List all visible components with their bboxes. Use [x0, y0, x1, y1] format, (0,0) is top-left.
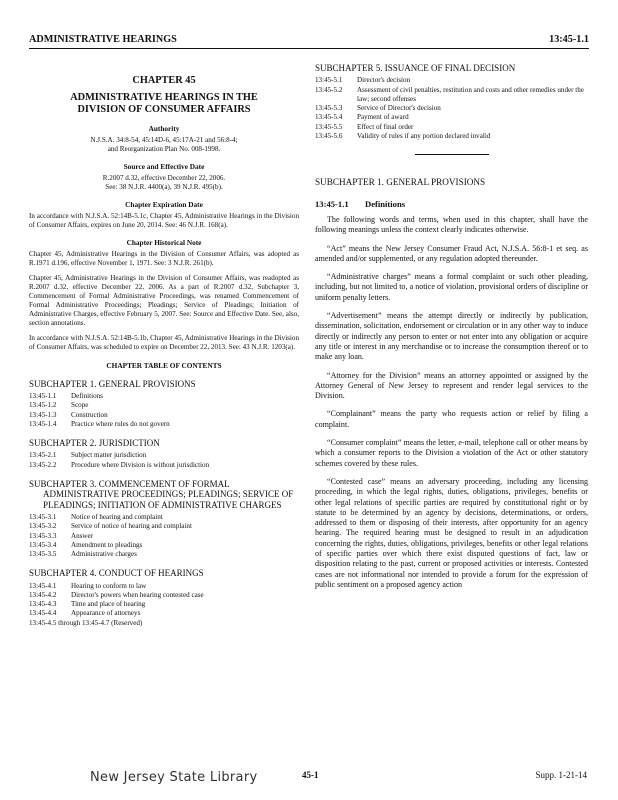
chapter-title-line-1: ADMINISTRATIVE HEARINGS IN THE: [70, 92, 258, 103]
toc-item: 13:45-2.2 Procedure where Division is without jurisdiction: [29, 460, 210, 469]
source-line-2: See: 38 N.J.R. 4400(a), 39 N.J.R. 495(b).: [105, 182, 223, 191]
toc-item: 13:45-5.6 Validity of rules if any portion declared invalid: [315, 131, 491, 140]
right-column: [315, 63, 588, 598]
subchapter-4-title: SUBCHAPTER 4. CONDUCT OF HEARINGS: [29, 568, 204, 579]
body-paragraph: “Attorney for the Division” means an attorney appointed or assigned by the Attorney General of New Jersey to represent and render legal services to the Division.: [315, 370, 588, 401]
authority-heading: Authority: [148, 124, 180, 134]
history-paragraph-3: In accordance with N.J.S.A. 52:14B-5.1b, Chapter 45, Administrative Hearings in the Division of Consumer Affairs, was scheduled to expire on December 22, 2013. See: 43 N.J.R. 1203(a).: [29, 333, 299, 351]
section-title: Definitions: [365, 198, 406, 209]
history-heading: Chapter Historical Note: [126, 237, 202, 247]
body-paragraph: The following words and terms, when used in this chapter, shall have the following meanings unless the context clearly indicates otherwise.: [315, 214, 588, 235]
toc-item: 13:45-5.4 Payment of award: [315, 113, 409, 122]
history-paragraph-1: Chapter 45, Administrative Hearings in the Division of Consumer Affairs, was adopted as R.1971 d.196, effective November 1, 1971. See: 3 N.J.R. 261(b).: [29, 249, 299, 267]
toc-item: 13:45-4.3 Time and place of hearing: [29, 600, 146, 609]
expiration-heading: Chapter Expiration Date: [125, 199, 203, 209]
body-paragraph: “Administrative charges” means a formal complaint or such other pleading, including, but not limited to, a notice of violation, provisional orders of discipline or uniform penalty letters.: [315, 272, 588, 302]
toc-item: 13:45-4.4 Appearance of attorneys: [29, 609, 141, 618]
authority-text: [29, 136, 299, 154]
header-title: ADMINISTRATIVE HEARINGS: [29, 34, 177, 45]
toc-item: 13:45-1.3 Construction: [29, 410, 108, 419]
authority-line-2: and Reorganization Plan No. 008-1998.: [107, 145, 221, 154]
authority-line-1: N.J.S.A. 34:8-54, 45:14D-6, 45:17A-21 and 56:8-4;: [90, 136, 238, 145]
chapter-title: [29, 92, 299, 116]
subchapter-3-title: SUBCHAPTER 3. COMMENCEMENT OF FORMAL ADMINISTRATIVE PROCEEDINGS; PLEADINGS; SERVICE OF PLEADINGS; INITIATION OF ADMINISTRATIVE CHARGES: [29, 478, 294, 510]
supplement-date: Supp. 1-21-14: [535, 770, 587, 780]
library-watermark: New Jersey State Library: [90, 770, 258, 785]
subchapter-1-title: SUBCHAPTER 1. GENERAL PROVISIONS: [29, 378, 196, 389]
chapter-number: CHAPTER 45: [132, 75, 196, 86]
body-paragraph: “Act” means the New Jersey Consumer Fraud Act, N.J.S.A. 56:8-1 et seq. as amended and/or supplemented, or any regulation adopted thereunder.: [315, 243, 588, 263]
section-divider: [415, 154, 489, 155]
toc-heading: CHAPTER TABLE OF CONTENTS: [106, 360, 222, 370]
toc-item: 13:45-3.2 Service of notice of hearing and complaint: [29, 522, 192, 531]
toc-item: 13:45-1.4 Practice where rules do not govern: [29, 419, 170, 428]
section-number: 13:45-1.1: [315, 198, 349, 209]
subchapter-heading: SUBCHAPTER 1. GENERAL PROVISIONS: [315, 176, 486, 187]
toc-item: 13:45-5.5 Effect of final order: [315, 122, 414, 131]
expiration-text: In accordance with N.J.S.A. 52:14B-5.1c, Chapter 45, Administrative Hearings in the Division of Consumer Affairs, expires on June 20, 2014. See: 46 N.J.R. 168(a).: [29, 211, 299, 229]
toc-item-reserved: 13:45-4.5 through 13:45-4.7 (Reserved): [29, 618, 143, 627]
toc-item: 13:45-5.3 Service of Director's decision: [315, 104, 441, 113]
history-paragraph-2: Chapter 45, Administrative Hearings in the Division of Consumer Affairs, was readopted as R.2007 d.32, effective December 22, 2006. As a part of R.2007 d.32, Subchapter 3, Commencement of Formal Administrative Proceedings, was renamed Commencement of Formal Administrative Proceedings; Pleadings; Service of Pleadings; Initiation of Administrative Charges, effective February 5, 2007. See: Source and Effective Date. See, also, section annotations.: [29, 273, 299, 327]
body-paragraph: “Advertisement” means the attempt directly or indirectly by publication, dissemination, solicitation, endorsement or circulation or in any other way to induce directly or indirectly any person to enter or not enter into any obligation or acquire any title or interest in any merchandise or to increase the consumption thereof or to make any loan.: [315, 311, 588, 362]
toc-item: 13:45-3.1 Notice of hearing and complaint: [29, 513, 163, 522]
subchapter-5-title: SUBCHAPTER 5. ISSUANCE OF FINAL DECISION: [315, 63, 516, 73]
body-paragraph: “Complainant” means the party who requests action or relief by filing a complaint.: [315, 409, 588, 429]
toc-item: 13:45-4.2 Director's powers when hearing contested case: [29, 590, 204, 599]
left-column: [29, 63, 299, 628]
toc-item: 13:45-1.1 Definitions: [29, 392, 103, 401]
subchapter-2-title: SUBCHAPTER 2. JURISDICTION: [29, 438, 160, 449]
header-section-number: 13:45-1.1: [549, 34, 589, 45]
chapter-title-line-2: DIVISION OF CONSUMER AFFAIRS: [77, 104, 251, 116]
source-text: [29, 174, 299, 192]
body-paragraph: “Consumer complaint” means the letter, e-mail, telephone call or other means by which a consumer reports to the Division a violation of the Act or other statutory schemes covered by these rules.: [315, 438, 588, 468]
toc-item: 13:45-3.3 Answer: [29, 531, 94, 540]
toc-item: 13:45-2.1 Subject matter jurisdiction: [29, 451, 147, 460]
page-number: 45-1: [302, 770, 319, 780]
toc-item: 13:45-3.5 Administrative charges: [29, 550, 137, 559]
body-paragraph: “Contested case” means an adversary proceeding, including any licensing proceeding, in which the legal rights, duties, obligations, privileges, benefits or other legal relations of specific parties are required by constitutional right or by statute to be determined by an agency by decisions, determinations, or orders, addressed to them or disposing of their interests, after opportunity for an agency hearing. The required hearing must be designed to result in an adjudication concerning the rights, duties, obligations, privileges, benefits or other legal relations of specific parties over which there exist disputed questions of fact, law or disposition relating to the past, current or proposed activities or interests. Contested cases are not informational nor intended to provide a forum for the expression of public sentiment on a proposed agency action: [315, 476, 588, 589]
toc-item: 13:45-3.4 Amendment to pleadings: [29, 540, 143, 549]
section-heading: [315, 199, 588, 209]
source-line-1: R.2007 d.32, effective December 22, 2006.: [102, 174, 226, 182]
toc-item: 13:45-5.2 Assessment of civil penalties, restitution and costs and other remedies under the law; second offenses: [315, 85, 584, 103]
toc-item: 13:45-5.1 Director's decision: [315, 76, 411, 85]
source-heading: Source and Effective Date: [123, 162, 205, 171]
toc-item: 13:45-1.2 Scope: [29, 401, 89, 410]
running-header: [29, 34, 589, 49]
toc-item: 13:45-4.1 Hearing to conform to law: [29, 581, 147, 590]
